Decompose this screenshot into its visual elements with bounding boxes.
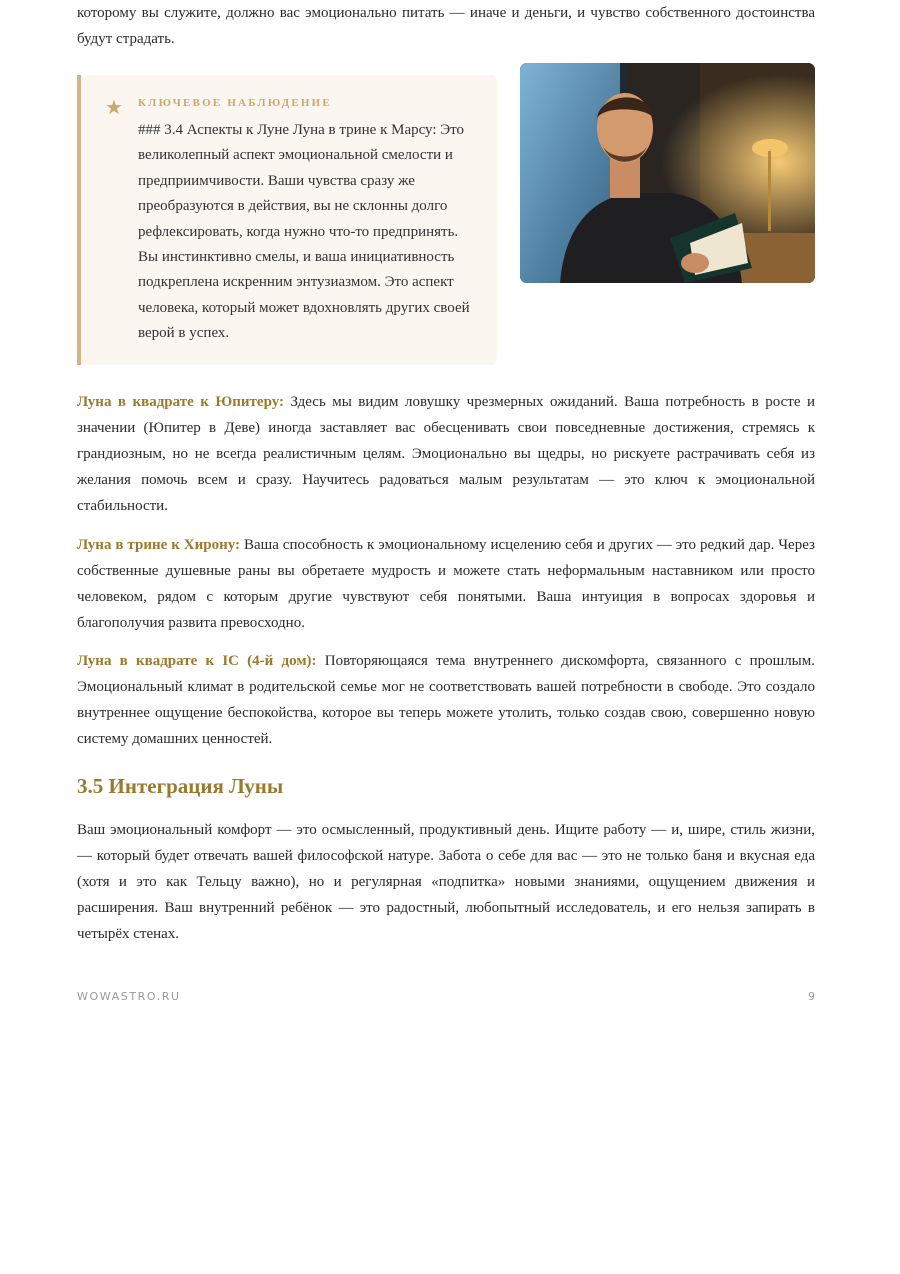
page-number: 9 (808, 990, 815, 1003)
aspect-term: Луна в трине к Хирону: (77, 537, 241, 553)
aspect-paragraph (77, 648, 815, 752)
callout-text: ### 3.4 Аспекты к Луне Луна в трине к Марсу: Это великолепный аспект эмоциональной смелости и предприимчивости. Ваши чувства сразу же преобразуются в действия, вы не склонны долго рефлексировать, когда нужно что-то предпринять. Вы инстинктивно смелы, и ваша инициативность подкреплена искренним энтузиазмом. Это аспект человека, который может вдохновлять других своей верой в успех. (138, 122, 470, 342)
aspect-chiron (77, 532, 815, 636)
section-heading: 3.5 Интеграция Луны (77, 774, 284, 798)
integration-section (77, 817, 815, 947)
site-name: WOWASTRO.RU (77, 990, 181, 1003)
aspect-text: Ваша способность к эмоциональному исцелению себя и других — это редкий дар. Через собственные душевные раны вы обретаете мудрость и можете стать неформальным наставником или просто человеком, рядом с которым другие чувствуют себя понятыми. Ваша интуиция в вопросах здоровья и благополучия развита превосходно. (77, 537, 815, 631)
key-insight-callout (77, 75, 497, 365)
insight-row (77, 63, 815, 365)
callout-label: КЛЮЧЕВОЕ НАБЛЮДЕНИЕ (138, 97, 332, 109)
aspect-paragraph (77, 532, 815, 636)
aspect-text: Повторяющаяся тема внутреннего дискомфорта, связанного с прошлым. Эмоциональный климат в родительской семье мог не соответствовать вашей потребности в свободе. Это создало внутреннее ощущение беспокойства, которое вы теперь можете утолить, только создав свою, совершенно новую систему домашних ценностей. (77, 653, 815, 747)
page-footer (77, 990, 815, 1003)
integration-paragraph: Ваш эмоциональный комфорт — это осмысленный, продуктивный день. Ищите работу — и, шире, стиль жизни, — который будет отвечать вашей философской натуре. Забота о себе для вас — это не только баня и вкусная еда (хотя и это как Тельцу важно), но и регулярная «подпитка» новыми знаниями, ощущением движения и расширения. Ваш внутренний ребёнок — это радостный, любопытный исследователь, и его нельзя запирать в четырёх стенах. (77, 822, 815, 942)
intro-paragraph: которому вы служите, должно вас эмоционально питать — иначе и деньги, и чувство собственного достоинства будут страдать. (77, 5, 815, 47)
aspect-term: Луна в квадрате к IC (4-й дом): (77, 653, 317, 669)
aspect-term: Луна в квадрате к Юпитеру: (77, 394, 285, 410)
star-icon: ★ (105, 95, 123, 119)
aspect-jupiter (77, 389, 815, 519)
aspect-text: Здесь мы видим ловушку чрезмерных ожиданий. Ваша потребность в росте и значении (Юпитер в Деве) иногда заставляет вас обесценивать свои повседневные достижения, стремясь к грандиозным, но не всегда реалистичным целям. Эмоционально вы щедры, но рискуете растрачивать себя из желания помочь всем и сразу. Научитесь радоваться малым результатам — это ключ к эмоциональной стабильности. (77, 394, 815, 514)
man-reading-book-photo (520, 63, 815, 283)
section-heading-block (77, 774, 815, 799)
aspect-paragraph (77, 389, 815, 519)
aspect-ic (77, 648, 815, 752)
